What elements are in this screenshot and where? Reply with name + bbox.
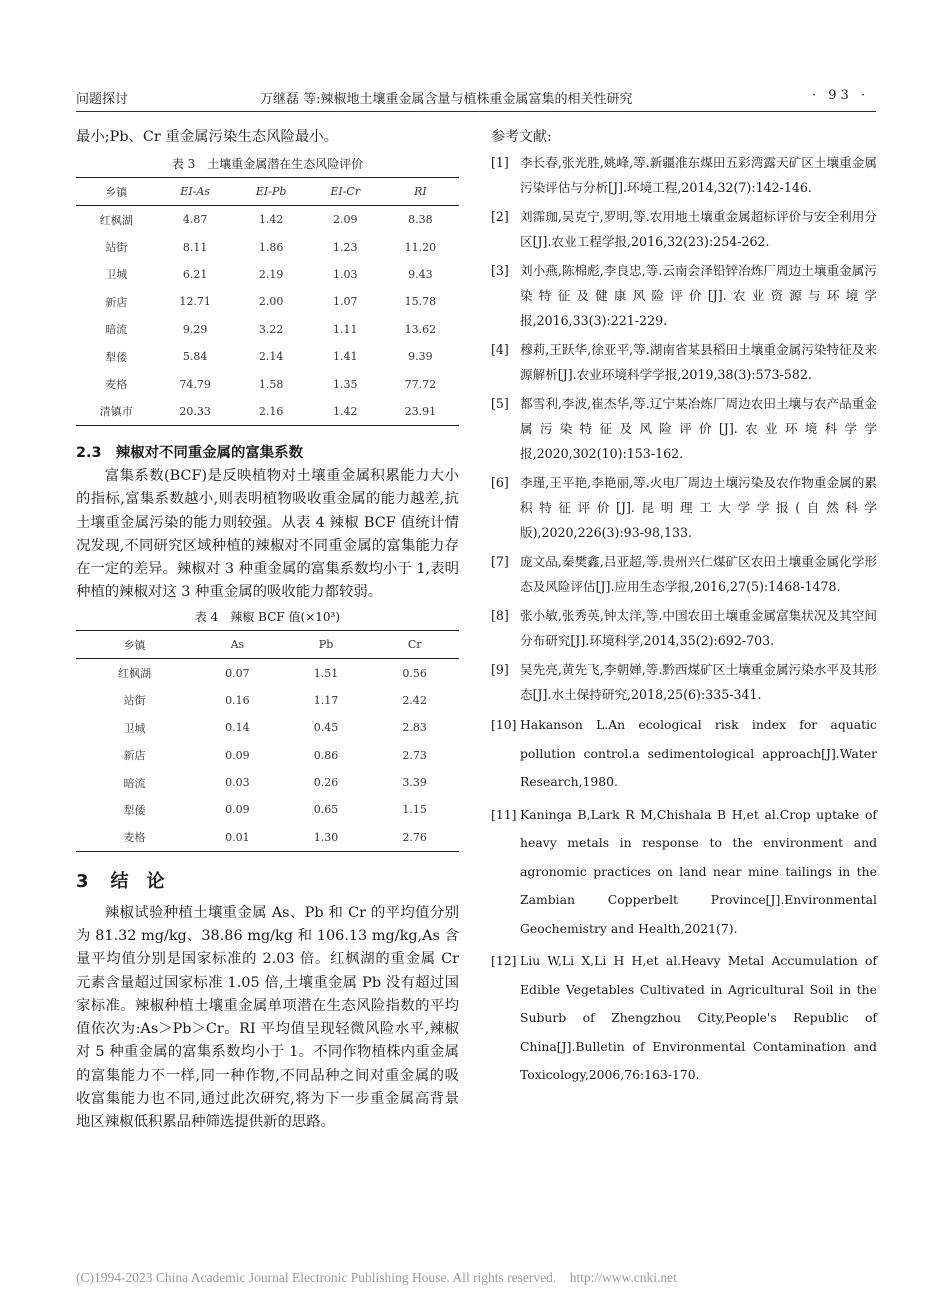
reference-number: [12] <box>491 953 517 968</box>
table3-cell: 2.09 <box>332 213 358 227</box>
reference-number: [6] <box>491 475 509 490</box>
table3-header-cell: EI-Cr <box>309 178 382 206</box>
table-row <box>76 370 459 397</box>
reference-item <box>491 711 877 797</box>
reference-number: [4] <box>491 342 509 357</box>
reference-item <box>491 549 877 599</box>
table4-cell: 3.39 <box>402 776 427 790</box>
section-3-title: 结 论 <box>110 871 165 893</box>
table3-cell: 新店 <box>105 295 128 309</box>
reference-number: [9] <box>491 662 509 677</box>
table3-cell: 23.91 <box>382 398 459 426</box>
reference-item <box>491 258 877 333</box>
table4-cell: 0.86 <box>313 748 339 762</box>
reference-item <box>491 150 877 200</box>
table4-cell: 红枫湖 <box>118 667 152 681</box>
table3-cell: 1.35 <box>332 377 358 391</box>
table3-cell: 1.42 <box>309 398 382 426</box>
table4-cell: 0.09 <box>225 748 250 762</box>
table-row <box>76 261 459 288</box>
table3-cell: 清镇市 <box>76 398 157 426</box>
table3-cell: 1.58 <box>258 377 284 391</box>
continued-text: 最小;Pb、Cr 重金属污染生态风险最小。 <box>76 129 339 145</box>
table3-cell: 6.21 <box>182 267 208 281</box>
reference-item <box>491 657 877 707</box>
reference-number: [8] <box>491 608 509 623</box>
reference-number: [11] <box>491 806 517 822</box>
table3-cell: 1.07 <box>332 295 358 309</box>
table3-cell: 1.23 <box>332 240 358 254</box>
table-row <box>76 316 459 343</box>
reference-item <box>491 947 877 1090</box>
table4-cell: 犁倭 <box>123 803 146 817</box>
table-row <box>76 233 459 260</box>
reference-text: 刘小燕,陈棉彪,李良忠,等.云南会泽铅锌冶炼厂周边土壤重金属污染特征及健康风险评价[J].农业资源与环境学报,2016,33(3):221-229. <box>520 263 877 328</box>
table3-cell: 8.11 <box>182 240 208 254</box>
reference-item <box>491 801 877 944</box>
table4-cell: 0.65 <box>313 803 339 817</box>
table3-cell: 2.16 <box>234 398 309 426</box>
table-row <box>76 659 459 687</box>
copyright-footer: (C)1994-2023 China Academic Journal Electronic Publishing House. All rights reserved. http://www.cnki.net <box>76 1270 677 1285</box>
section-3-heading <box>76 868 459 896</box>
reference-text: 都雪利,李波,崔杰华,等.辽宁某冶炼厂周边农田土壤与农产品重金属污染特征及风险评价[J].农业环境科学学报,2020,302(10):153-162. <box>520 396 877 461</box>
reference-text: 刘霈珈,吴克宁,罗明,等.农用地土壤重金属超标评价与安全利用分区[J].农业工程学报,2016,32(23):254-262. <box>520 209 877 249</box>
running-header-title: 万继磊 等:辣椒地土壤重金属含量与植株重金属富集的相关性研究 <box>260 92 633 107</box>
table3-cell: 2.00 <box>258 295 284 309</box>
table3-cell: 8.38 <box>408 213 433 227</box>
table3 <box>76 177 459 426</box>
header-rule <box>76 111 876 112</box>
table3-cell: 9.39 <box>408 350 433 364</box>
table3-cell: 2.14 <box>258 350 284 364</box>
table3-cell: 1.03 <box>332 267 358 281</box>
table3-cell: 3.22 <box>258 322 284 336</box>
table4-cell: 1.30 <box>282 824 371 852</box>
section-2-3-paragraph: 富集系数(BCF)是反映植物对土壤重金属积累能力大小的指标,富集系数越小,则表明植物吸收重金属的能力越差,抗土壤重金属污染的能力则较强。从表 4 辣椒 BCF 值统计情况发现,不同研究区域种植的辣椒对不同重金属的富集能力存在一定的差异。辣椒对 3 种重金属的富集系数均小于 1,表明种植的辣椒对这 3 种重金属的吸收能力都较弱。 <box>76 468 459 601</box>
table-row <box>76 343 459 370</box>
table3-cell: 1.86 <box>258 240 284 254</box>
table4-cell: 2.73 <box>402 748 427 762</box>
table4-header-cell: 乡镇 <box>76 631 193 659</box>
table4-cell: 0.03 <box>225 776 250 790</box>
table4-header-cell: Pb <box>282 631 371 659</box>
section-3-paragraph: 辣椒试验种植土壤重金属 As、Pb 和 Cr 的平均值分别为 81.32 mg/kg、38.86 mg/kg 和 106.13 mg/kg,As 含量平均值分别是国家标准的 2.03 倍。红枫湖的重金属 Cr 元素含量超过国家标准 1.05 倍,土壤重金属 Pb 没有超过国家标准。辣椒种植土壤重金属单项潜在生态风险指数的平均值依次为:As＞Pb＞Cr。RI 平均值呈现轻微风险水平,辣椒对 5 种重金属的富集系数均小于 1。不同作物植株内重金属的富集能力不一样,同一种作物,不同品种之间对重金属的吸收富集能力也不同,通过此次研究,将为下一步重金属高背景地区辣椒低积累品种筛选提供新的思路。 <box>76 905 459 1130</box>
table3-header-cell: EI-As <box>157 178 234 206</box>
reference-item <box>491 204 877 254</box>
table3-cell: 1.41 <box>332 350 358 364</box>
table-row <box>76 796 459 823</box>
table4-cell: 卫城 <box>123 721 146 735</box>
reference-text: 庞文品,秦樊鑫,吕亚超,等.贵州兴仁煤矿区农田土壤重金属化学形态及风险评估[J].应用生态学报,2016,27(5):1468-1478. <box>520 554 877 594</box>
table4-cell: 1.51 <box>313 666 339 680</box>
table4-cell: 0.56 <box>402 666 427 680</box>
reference-text: Hakanson L.An ecological risk index for aquatic pollution control.a sedimentological approach[J].Water Research,1980. <box>520 717 877 789</box>
table4-cell: 2.76 <box>370 824 459 852</box>
table3-cell: 暗流 <box>105 323 128 337</box>
table4-cell: 0.26 <box>313 776 339 790</box>
table3-cell: 9.29 <box>182 322 208 336</box>
table4-cell: 0.16 <box>225 693 250 707</box>
table-row <box>76 824 459 852</box>
table3-cell: 15.78 <box>404 295 437 309</box>
table4-cell: 站街 <box>123 694 146 708</box>
section-3-number: 3 <box>76 871 89 893</box>
page-number: · 93 · <box>812 88 870 103</box>
reference-number: [7] <box>491 554 509 569</box>
reference-number: [2] <box>491 209 509 224</box>
right-column <box>491 126 877 1094</box>
table3-cell: 卫城 <box>105 268 128 282</box>
table4-cell: 暗流 <box>123 776 146 790</box>
table4-cell: 麦格 <box>76 824 193 852</box>
table-row <box>76 742 459 769</box>
table3-cell: 9.43 <box>408 267 433 281</box>
reference-list <box>491 150 877 1090</box>
references-heading: 参考文献: <box>491 129 552 145</box>
table-row <box>76 714 459 741</box>
table-row <box>76 288 459 315</box>
reference-text: 李瑾,王平艳,李艳丽,等.火电厂周边土壤污染及农作物重金属的累积特征评价[J].昆明理工大学学报(自然科学版),2020,226(3):93-98,133. <box>520 475 877 540</box>
table4-cell: 0.07 <box>225 666 250 680</box>
table-row <box>76 398 459 426</box>
table4-cell: 0.01 <box>193 824 282 852</box>
table4 <box>76 630 459 852</box>
table4-cell: 1.17 <box>313 693 339 707</box>
reference-text: 张小敏,张秀英,钟太洋,等.中国农田土壤重金属富集状况及其空间分布研究[J].环境科学,2014,35(2):692-703. <box>520 608 877 648</box>
table3-cell: 红枫湖 <box>99 213 133 227</box>
table3-cell: 1.11 <box>332 322 358 336</box>
table3-header-cell: 乡镇 <box>76 178 157 206</box>
table3-cell: 20.33 <box>157 398 234 426</box>
table3-cell: 74.79 <box>179 377 211 391</box>
table3-cell: 站街 <box>105 241 128 255</box>
reference-text: Liu W,Li X,Li H H,et al.Heavy Metal Accumulation of Edible Vegetables Cultivated in Agricultural Soil in the Suburb of Zhengzhou City,People's Republic of China[J].Bulletin of Environmental Contamination and Toxicology,2006,76:163-170. <box>520 953 877 1082</box>
table3-cell: 麦格 <box>105 378 128 392</box>
table3-cell: 2.19 <box>258 267 284 281</box>
table3-cell: 1.42 <box>258 213 284 227</box>
table3-header-cell: RI <box>382 178 459 206</box>
left-column <box>76 126 459 1134</box>
table3-cell: 5.84 <box>182 350 208 364</box>
reference-item <box>491 470 877 545</box>
table4-cell: 0.14 <box>225 721 250 735</box>
table4-cell: 新店 <box>123 749 146 763</box>
table-row <box>76 206 459 234</box>
table3-cell: 4.87 <box>182 213 208 227</box>
table-row <box>76 687 459 714</box>
table4-cell: 1.15 <box>402 803 427 817</box>
reference-text: 吴先亮,黄先飞,李朝婵,等.黔西煤矿区土壤重金属污染水平及其形态[J].水土保持研究,2018,25(6):335-341. <box>520 662 877 702</box>
table4-title: 表 4 辣椒 BCF 值(×10³) <box>194 610 341 625</box>
table3-header-cell: EI-Pb <box>234 178 309 206</box>
reference-text: 李长春,张光胜,姚峰,等.新疆准东煤田五彩湾露天矿区土壤重金属污染评估与分析[J].环境工程,2014,32(7):142-146. <box>520 155 877 195</box>
table4-cell: 0.09 <box>225 803 250 817</box>
reference-item <box>491 603 877 653</box>
reference-number: [1] <box>491 155 509 170</box>
table4-cell: 2.42 <box>402 693 427 707</box>
running-header-section: 问题探讨 <box>76 92 129 107</box>
reference-text: Kaninga B,Lark R M,Chishala B H,et al.Crop uptake of heavy metals in response to the environment and agronomic practices on land near mine tailings in the Zambian Copperbelt Province[J].Environmental Geochemistry and Health,2021(7). <box>520 806 877 936</box>
table3-title: 表 3 土壤重金属潜在生态风险评价 <box>171 157 364 171</box>
table3-cell: 77.72 <box>404 377 437 391</box>
table4-header-cell: As <box>193 631 282 659</box>
reference-text: 穆莉,王跃华,徐亚平,等.湖南省某县稻田土壤重金属污染特征及来源解析[J].农业环境科学学报,2019,38(3):573-582. <box>520 342 877 382</box>
reference-number: [5] <box>491 396 509 411</box>
section-2-3-heading: 2.3 辣椒对不同重金属的富集系数 <box>76 445 303 462</box>
table4-header-cell: Cr <box>370 631 459 659</box>
table4-cell: 0.45 <box>313 721 339 735</box>
table3-cell: 犁倭 <box>105 350 128 364</box>
table4-cell: 2.83 <box>402 721 427 735</box>
reference-item <box>491 337 877 387</box>
table-row <box>76 769 459 796</box>
table3-cell: 13.62 <box>404 322 437 336</box>
reference-number: [3] <box>491 263 509 278</box>
reference-number: [10] <box>491 717 517 732</box>
reference-item <box>491 391 877 466</box>
table3-cell: 12.71 <box>179 295 211 309</box>
table3-cell: 11.20 <box>404 240 437 254</box>
